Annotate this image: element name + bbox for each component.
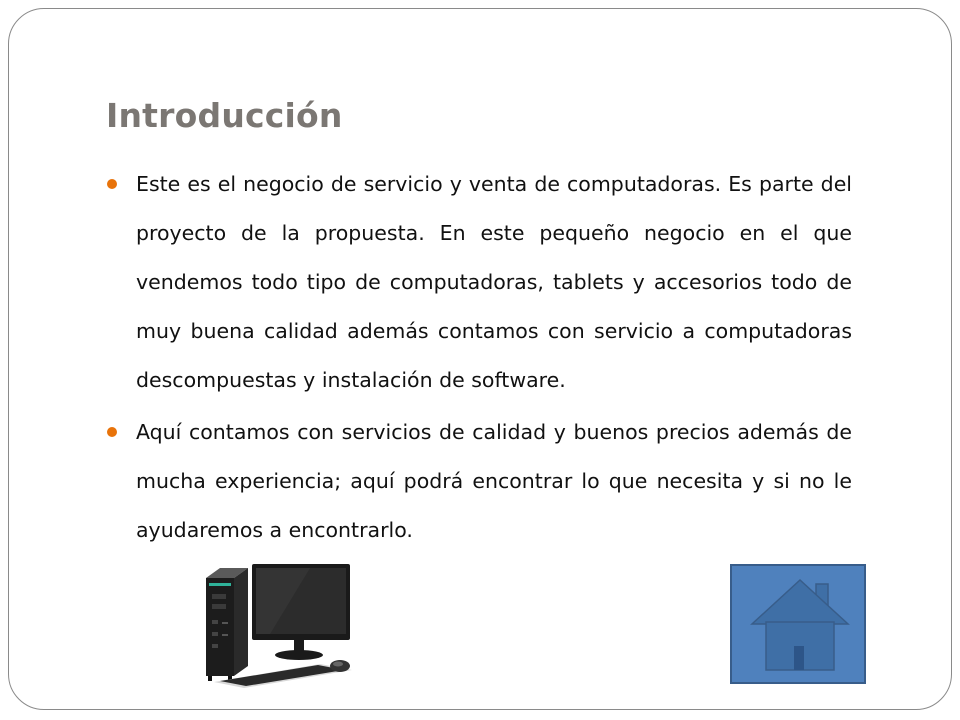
bullet-item [106, 408, 852, 555]
home-button[interactable] [730, 564, 866, 684]
bullet-text: Aquí contamos con servicios de calidad y buenos precios además de mucha experiencia; aquí podrá encontrar lo que necesita y si no le ayudaremos a encontrarlo. [136, 420, 852, 542]
bullet-dot-icon [107, 427, 117, 437]
slide-content [106, 160, 852, 558]
home-icon [732, 566, 868, 686]
bullet-dot-icon [107, 179, 117, 189]
bullet-text: Este es el negocio de servicio y venta de computadoras. Es parte del proyecto de la propuesta. En este pequeño negocio en el que vendemos todo tipo de computadoras, tablets y accesorios todo de muy buena calidad además contamos con servicio a computadoras descompuestas y instalación de software. [136, 172, 852, 392]
slide-title: Introducción [106, 96, 343, 135]
desktop-computer-image [200, 560, 360, 690]
bullet-item [106, 160, 852, 405]
